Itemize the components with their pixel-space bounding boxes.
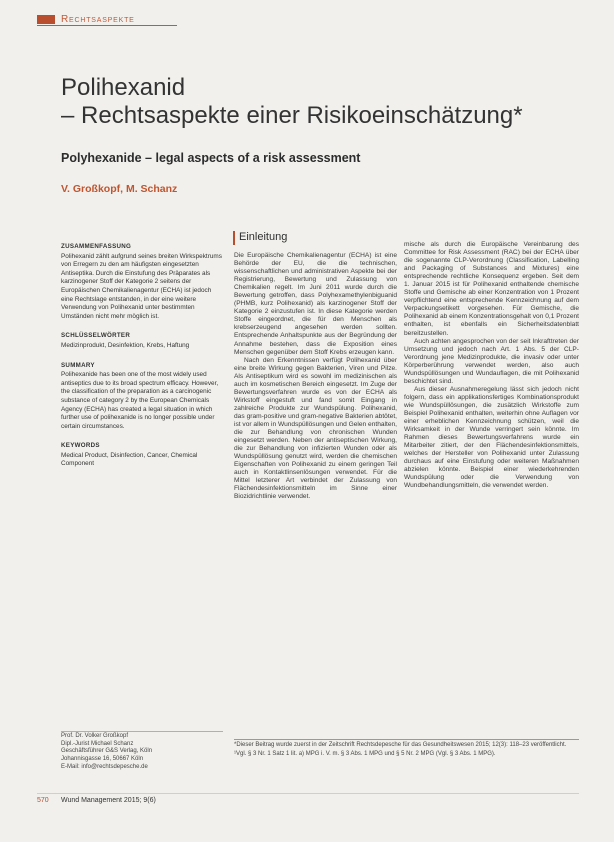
abstract-sidebar xyxy=(61,243,223,480)
journal-citation: Wund Management 2015; 9(6) xyxy=(61,797,156,804)
contact-line: Dipl.-Jurist Michael Schanz xyxy=(61,740,134,747)
section-label: Rechtsaspekte xyxy=(61,14,135,25)
summary-text: Polihexanide has been one of the most widely used antiseptics due to its broad spectrum efficacy. However, the classification of the preparation as a carcinogenic substance of category 2 by the European Chemicals Agency (ECHA) has created a legal situation in which further use of polihexanide is no longer possible under certain circumstances. xyxy=(61,371,219,430)
page-number: 570 xyxy=(37,797,49,804)
contact-line: Prof. Dr. Volker Großkopf xyxy=(61,733,129,739)
author-contact xyxy=(61,733,226,772)
heading-marker xyxy=(233,231,235,245)
body-column-2 xyxy=(404,241,579,490)
section-marker xyxy=(37,15,55,24)
schluesselwoerter-heading: SCHLÜSSELWÖRTER xyxy=(61,332,131,340)
authors: V. Großkopf, M. Schanz xyxy=(61,183,178,195)
body-column-1 xyxy=(234,252,397,501)
summary-heading: SUMMARY xyxy=(61,361,95,369)
title-line-1: Polihexanid xyxy=(61,74,186,101)
zusammenfassung-text: Polihexanid zählt aufgrund seines breiten Wirkspektrums von Erregern zu den am häufigsten eingesetzten Antiseptika. Durch die Einstufung des Präparates als karzinogener Stoff der Kategorie 2 seitens der Europäischen Chemikalienagentur (ECHA) ist jedoch eine Rechtslage entstanden, in der eine weitere Verwendung von Polihexanid unter bestimmten Umständen nicht mehr möglich ist. xyxy=(61,252,222,320)
keywords-heading: KEYWORDS xyxy=(61,442,100,450)
article-subtitle: Polyhexanide – legal aspects of a risk assessment xyxy=(61,151,361,165)
contact-rule xyxy=(61,731,223,732)
title-line-2: – Rechtsaspekte einer Risikoeinschätzung* xyxy=(61,102,523,129)
contact-line: Johannisgasse 16, 50667 Köln xyxy=(61,756,144,763)
zusammenfassung-heading: ZUSAMMENFASSUNG xyxy=(61,243,132,250)
contact-line: E-Mail: info@rechtsdepesche.de xyxy=(61,763,148,770)
section-rule xyxy=(37,25,177,26)
contact-line: Geschäftsführer G&S Verlag, Köln xyxy=(61,748,153,755)
paragraph: mische als durch die Europäische Vereinbarung des Committee for Risk Assessment (RAC) bei der ECHA über die sogenannte CLP-Verordnung (Classification, Labelling and Packaging of Substances and Mixtures) eine entsprechende rechtliche Konsequenz ergeben. Seit dem 1. Januar 2015 ist für Polihexanid enthaltende chemische Stoffe und Gemische ab einer Konzentration von 1 Prozent verpflichtend eine entsprechende Kennzeichnung auf dem Verpackungsetikett vorgesehen. Für Gemische, die Polihexanid ab einem Konzentrationsgehalt von 0,1 Prozent enthalten, ist ebenfalls ein Sicherheitsdatenblatt bereitzustellen. xyxy=(404,241,579,337)
footer-rule xyxy=(37,793,579,794)
paragraph: Nach den Erkenntnissen verfügt Polihexanid über eine breite Wirkung gegen Bakterien, Viren und Pilze. Als Antiseptikum wird es sowohl im medizinischen als auch im kosmetischen Bereich eingesetzt. Im Zuge der Bewertungsverfahren wurde es von der ECHA als Wirkstoff eingestuft und fand somit Eingang in zahlreiche Produkte zur Wundspülung. Polihexanid, das gram-positive und gram-negative Bakterien abtötet, ist vor allem in Wundspüllösungen und Gelen enthalten, die zur Behandlung von chronischen Wunden eingesetzt werden. Neben der antiseptischen Wirkung, die zur Behandlung von infizierten Wunden oder als Wundspüllösung genutzt wird, werden die chemischen Eigenschaften von Polihexanid zu einem geringen Teil auch in Kontaktlinsenlösungen verwendet. Für die Mittel letzterer Art verbindet der Zulassung von Flächendesinfektionsmitteln im Sinne einer Biozidrichtlinie verwendet. xyxy=(234,356,397,501)
paragraph: Aus dieser Ausnahmeregelung lässt sich jedoch nicht folgern, dass ein applikationsfertiges Kombinationsprodukt wie Wundspüllösungen, die zusätzlich Wirkstoffe zum Beispiel Polihexanid enthalten, weiterhin ohne Auflagen vor einer erheblichen Kennzeichnung schützen, weil die Wirksamkeit in der Wunde verringert sein könnte. Im Rahmen dieses Bewertungsverfahrens wurde ein Mitarbeiter zitiert, der den Flächendesinfektionsmittels, welches der Hersteller von Polihexanid unter Zulassung durchaus auf eine Einstufung oder weiteren Maßnahmen abzielen könnte. Beispiel einer wiederkehrenden Wundspülung oder die Verwendung von Wundbehandlungsmitteln, die verwendet werden. xyxy=(404,385,579,490)
footnotes xyxy=(234,742,579,759)
footnote: ¹Vgl. § 3 Nr. 1 Satz 1 lit. a) MPG i. V. m. § 3 Abs. 1 MPG und § 5 Nr. 2 MPG (Vgl. § 3 Abs. 1 MPG). xyxy=(234,750,496,757)
paragraph: Die Europäische Chemikalienagentur (ECHA) ist eine Behörde der EU, die die technischen, wissenschaftlichen und administrativen Aspekte bei der Registrierung, Bewertung und Zulassung von Chemikalien regelt. Im Juni 2011 wurde durch die Bewertung getroffen, dass Polyhexamethylenbiguanid (PHMB, kurz Polihexanid) als karzinogener Stoff der Kategorie 2 einzustufen ist. In diese Kategorie werden Stoffe eingeordnet, die für den Menschen als krebserzeugend angesehen werden sollten. Entsprechende Anhaltspunkte aus der Begründung der Annahme bestehen, dass die Exposition eines Menschen gegenüber dem Stoff Krebs erzeugen kann. xyxy=(234,252,397,356)
footnote: *Dieser Beitrag wurde zuerst in der Zeitschrift Rechtsdepesche für das Gesundheitswesen 2015; 12(3): 118–23 veröffentlicht. xyxy=(234,742,567,748)
paragraph: Auch achten angesprochen von der seit Inkrafttreten der Umsetzung und jedoch nach Art. 1 Abs. 5 der CLP-Verordnung jene Medizinprodukte, die invasiv oder unter Körperberührung verwendet werden, also auch Wundspüllösungen und Wundauflagen, die mit Polihexanid beschichtet sind. xyxy=(404,337,579,385)
schluesselwoerter-text: Medizinprodukt, Desinfektion, Krebs, Haftung xyxy=(61,341,190,349)
footnote-rule xyxy=(234,739,579,740)
section-heading: Einleitung xyxy=(239,231,288,243)
article-title xyxy=(61,74,581,130)
keywords-text: Medical Product, Disinfection, Cancer, Chemical Component xyxy=(61,451,198,468)
